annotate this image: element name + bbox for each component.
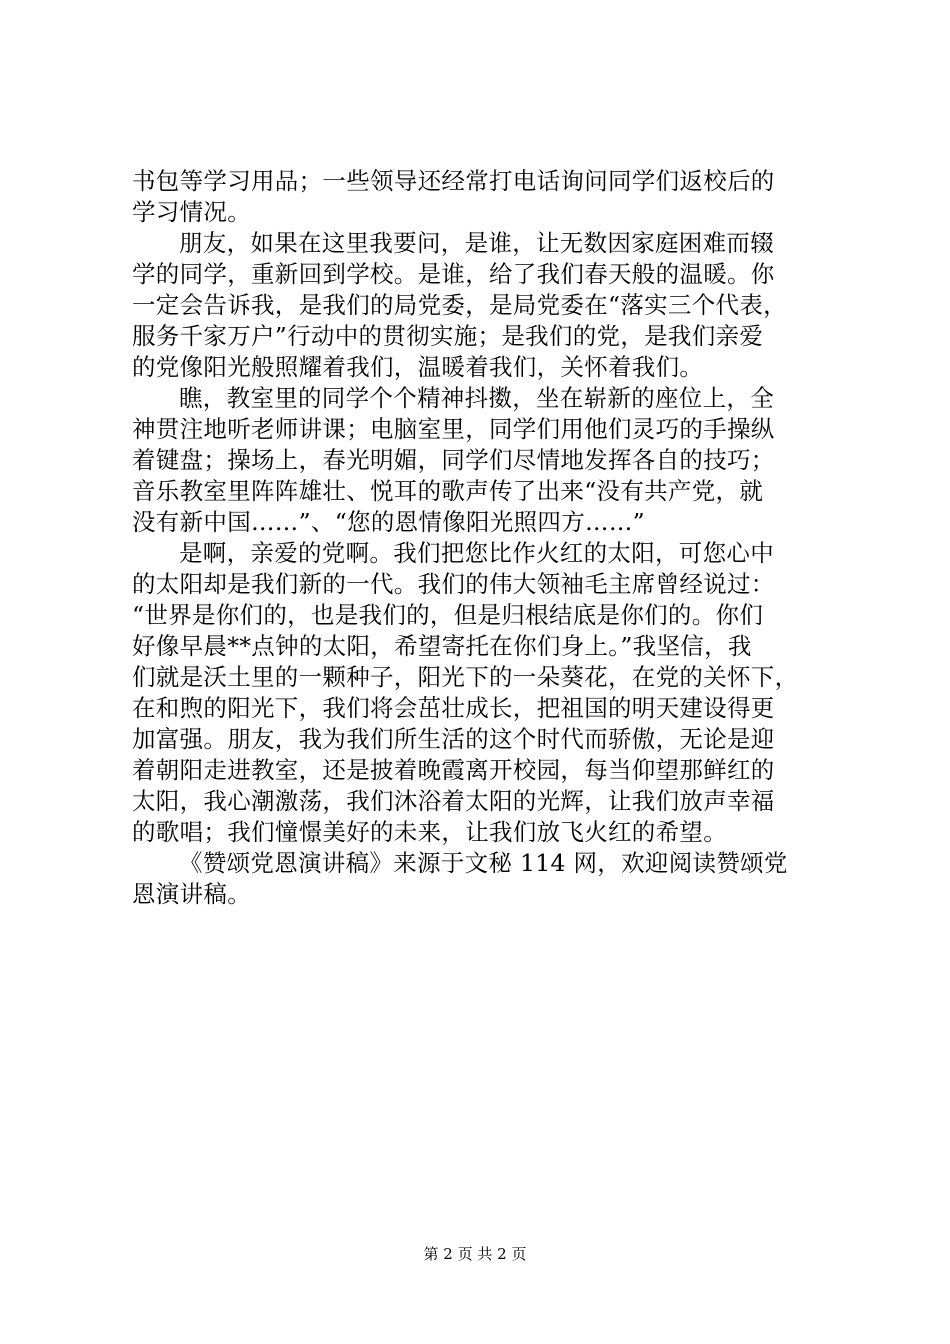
text-line: 神贯注地听老师讲课；电脑室里，同学们用他们灵巧的手操纵 [132, 415, 775, 443]
text-line: “世界是你们的，也是我们的，但是归根结底是你们的。你们 [132, 601, 764, 629]
paragraph-start-line: 是啊，亲爱的党啊。我们把您比作火红的太阳，可您心中 [179, 539, 774, 567]
text-line: 着键盘；操场上，春光明媚，同学们尽情地发挥各自的技巧； [132, 446, 775, 474]
page-footer [0, 1244, 950, 1264]
page-number-label: 第 2 页 共 2 页 [423, 1245, 527, 1263]
text-line: 学的同学，重新回到学校。是谁，给了我们春天般的温暖。你 [132, 260, 775, 288]
text-line: 的党像阳光般照耀着我们，温暖着我们，关怀着我们。 [132, 353, 704, 381]
text-line: 太阳，我心潮激荡，我们沐浴着太阳的光辉，让我们放声幸福 [132, 787, 775, 815]
text-line: 没有新中国……”、“您的恩情像阳光照四方……” [132, 508, 645, 536]
text-line: 的太阳却是我们新的一代。我们的伟大领袖毛主席曾经说过： [132, 570, 775, 598]
paragraph-start-line: 瞧，教室里的同学个个精神抖擞，坐在崭新的座位上，全 [179, 384, 774, 412]
document-body [132, 166, 838, 910]
paragraph-start-line: 朋友，如果在这里我要问，是谁，让无数因家庭困难而辍 [179, 229, 774, 257]
text-line: 加富强。朋友，我为我们所生活的这个时代而骄傲，无论是迎 [132, 725, 775, 753]
text-line: 一定会告诉我，是我们的局党委，是局党委在“落实三个代表， [132, 291, 787, 319]
text-line: 音乐教室里阵阵雄壮、悦耳的歌声传了出来“没有共产党，就 [132, 477, 764, 505]
text-line: 学习情况。 [132, 198, 251, 226]
text-line: 在和煦的阳光下，我们将会茁壮成长，把祖国的明天建设得更 [132, 694, 775, 722]
text-line: 的歌唱；我们憧憬美好的未来，让我们放飞火红的希望。 [132, 818, 727, 846]
text-line: 书包等学习用品；一些领导还经常打电话询问同学们返校后的 [132, 167, 775, 195]
text-line: 好像早晨**点钟的太阳，希望寄托在你们身上。”我坚信，我 [132, 632, 752, 660]
text-line: 恩演讲稿。 [132, 880, 251, 908]
text-line: 服务千家万户”行动中的贯彻实施；是我们的党，是我们亲爱 [132, 322, 764, 350]
text-line: 们就是沃土里的一颗种子，阳光下的一朵葵花，在党的关怀下， [132, 663, 799, 691]
paragraph-start-line: 《赞颂党恩演讲稿》来源于文秘 114 网，欢迎阅读赞颂党 [179, 849, 788, 877]
text-line: 着朝阳走进教室，还是披着晚霞离开校园，每当仰望那鲜红的 [132, 756, 775, 784]
